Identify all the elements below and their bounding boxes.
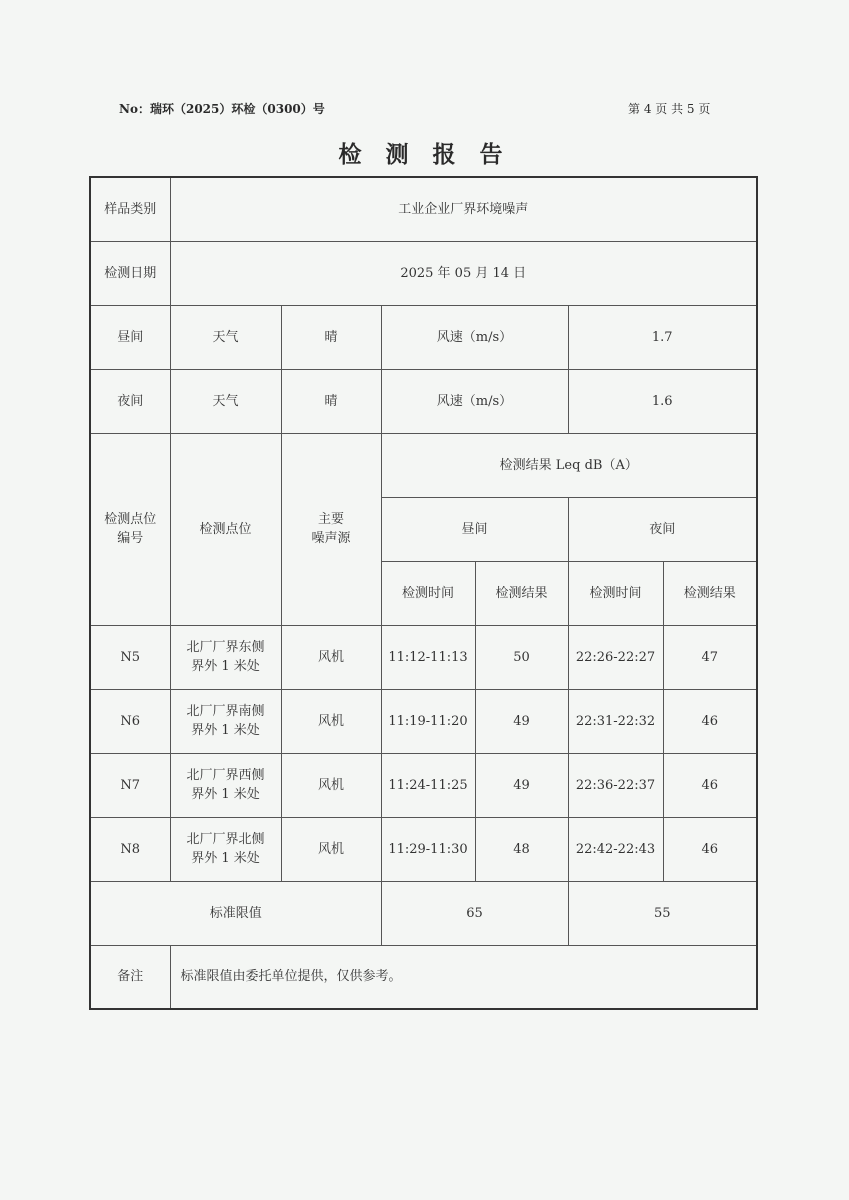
- row-source: 风机: [281, 753, 381, 817]
- row-point-line2: 界外 1 米处: [191, 723, 260, 738]
- row-source: 风机: [281, 625, 381, 689]
- row-day-time: 11:19-11:20: [381, 689, 475, 753]
- limit-night: 55: [568, 881, 757, 945]
- col-point-no-line1: 检测点位: [104, 512, 157, 527]
- col-night-time: 检测时间: [568, 561, 663, 625]
- wind-day-value: 1.7: [568, 305, 757, 369]
- col-source-line2: 噪声源: [311, 531, 351, 546]
- limit-day: 65: [381, 881, 568, 945]
- row-night-result: 46: [663, 689, 757, 753]
- col-point-no-line2: 编号: [117, 531, 144, 546]
- row-day-result: 49: [475, 753, 568, 817]
- col-night: 夜间: [568, 497, 757, 561]
- date-label: 检测日期: [90, 241, 170, 305]
- row-night-time: 22:31-22:32: [568, 689, 663, 753]
- sample-label: 样品类别: [90, 177, 170, 241]
- row-point-line2: 界外 1 米处: [191, 659, 260, 674]
- wind-night-label: 风速（m/s）: [381, 369, 568, 433]
- weather-day-value: 晴: [281, 305, 381, 369]
- row-point: [170, 625, 281, 689]
- table-row: [90, 625, 757, 689]
- table-row: [90, 753, 757, 817]
- row-night-result: 46: [663, 817, 757, 881]
- date-row: [90, 241, 757, 305]
- column-header-row-1: [90, 433, 757, 497]
- weather-day-period: 昼间: [90, 305, 170, 369]
- row-day-result: 50: [475, 625, 568, 689]
- row-id: N6: [90, 689, 170, 753]
- sample-value: 工业企业厂界环境噪声: [170, 177, 757, 241]
- row-night-time: 22:42-22:43: [568, 817, 663, 881]
- col-result-header: 检测结果 Leq dB（A）: [381, 433, 757, 497]
- report-table: [89, 176, 758, 1010]
- remark-value: 标准限值由委托单位提供，仅供参考。: [170, 945, 757, 1009]
- row-night-result: 46: [663, 753, 757, 817]
- weather-night-label: 天气: [170, 369, 281, 433]
- table-row: [90, 817, 757, 881]
- row-point-line2: 界外 1 米处: [191, 787, 260, 802]
- table-row: [90, 689, 757, 753]
- row-point-line1: 北厂厂界南侧: [186, 704, 265, 719]
- row-day-result: 48: [475, 817, 568, 881]
- weather-day-row: [90, 305, 757, 369]
- row-id: N8: [90, 817, 170, 881]
- wind-day-label: 风速（m/s）: [381, 305, 568, 369]
- report-number: No：瑞环（2025）环检（0300）号: [119, 102, 325, 116]
- page-info: 第 4 页 共 5 页: [628, 102, 711, 116]
- row-point-line2: 界外 1 米处: [191, 851, 260, 866]
- row-point-line1: 北厂厂界东侧: [186, 640, 265, 655]
- page-title: 检 测 报 告: [338, 141, 511, 168]
- col-day: 昼间: [381, 497, 568, 561]
- row-point: [170, 753, 281, 817]
- row-night-time: 22:26-22:27: [568, 625, 663, 689]
- limit-label: 标准限值: [90, 881, 381, 945]
- row-day-time: 11:12-11:13: [381, 625, 475, 689]
- remark-row: [90, 945, 757, 1009]
- col-source: [281, 433, 381, 625]
- row-day-result: 49: [475, 689, 568, 753]
- col-point-no: [90, 433, 170, 625]
- col-day-time: 检测时间: [381, 561, 475, 625]
- wind-night-value: 1.6: [568, 369, 757, 433]
- col-source-line1: 主要: [317, 512, 344, 527]
- limit-row: [90, 881, 757, 945]
- row-source: 风机: [281, 817, 381, 881]
- row-day-time: 11:29-11:30: [381, 817, 475, 881]
- col-point: 检测点位: [170, 433, 281, 625]
- remark-label: 备注: [90, 945, 170, 1009]
- row-source: 风机: [281, 689, 381, 753]
- sample-row: [90, 177, 757, 241]
- row-point: [170, 689, 281, 753]
- row-day-time: 11:24-11:25: [381, 753, 475, 817]
- weather-night-period: 夜间: [90, 369, 170, 433]
- weather-night-row: [90, 369, 757, 433]
- row-id: N5: [90, 625, 170, 689]
- row-point-line1: 北厂厂界北侧: [186, 832, 265, 847]
- row-point-line1: 北厂厂界西侧: [186, 768, 265, 783]
- date-value: 2025 年 05 月 14 日: [170, 241, 757, 305]
- col-night-result: 检测结果: [663, 561, 757, 625]
- row-night-result: 47: [663, 625, 757, 689]
- row-night-time: 22:36-22:37: [568, 753, 663, 817]
- weather-day-label: 天气: [170, 305, 281, 369]
- row-id: N7: [90, 753, 170, 817]
- col-day-result: 检测结果: [475, 561, 568, 625]
- weather-night-value: 晴: [281, 369, 381, 433]
- row-point: [170, 817, 281, 881]
